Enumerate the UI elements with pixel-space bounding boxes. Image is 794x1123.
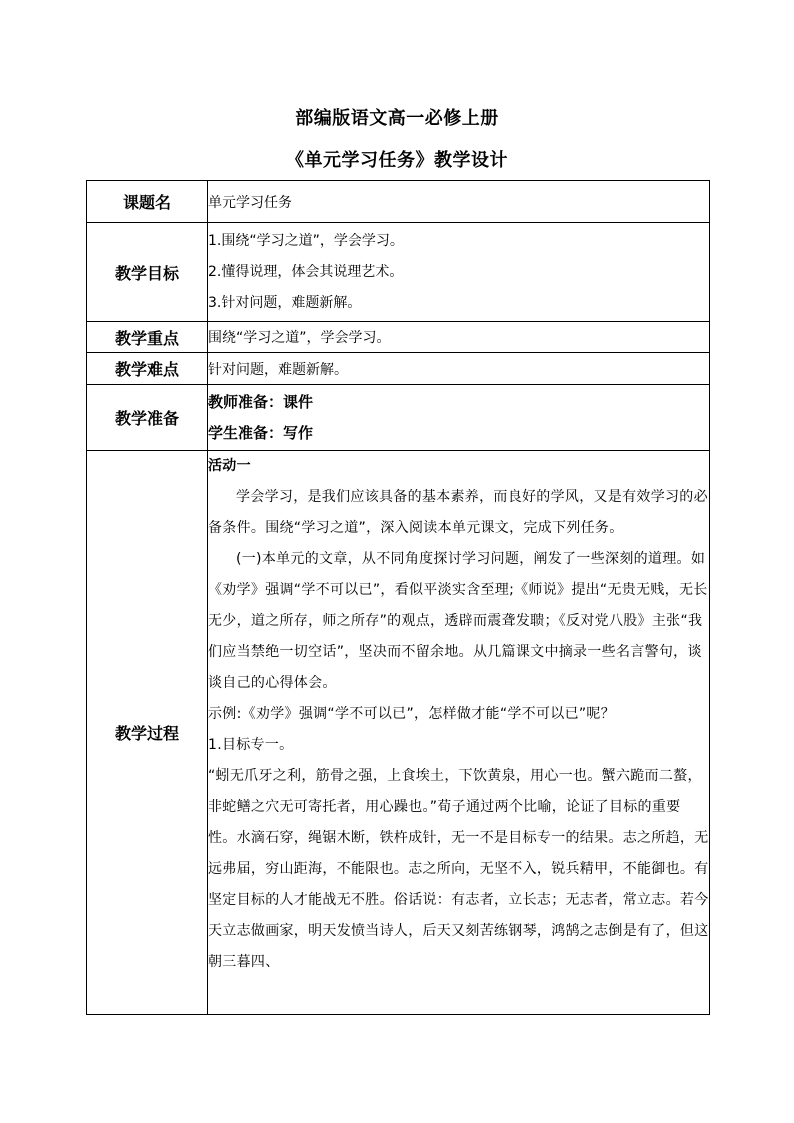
process-paragraph: 学会学习，是我们应该具备的基本素养，而良好的学风，又是有效学习的必备条件。围绕“学习之道”，深入阅读本单元课文，完成下列任务。 (208, 489, 708, 536)
difficulty-value: 针对问题，难题新解。 (208, 353, 710, 385)
row-label-prep: 教学准备 (87, 385, 208, 451)
activity-heading: 活动一 (208, 458, 251, 474)
table-row (87, 223, 710, 322)
goals-cell (208, 223, 710, 322)
row-label-topic: 课题名 (87, 181, 208, 223)
doc-subtitle: 《单元学习任务》教学设计 (286, 150, 508, 171)
process-paragraph: “蚓无爪牙之利，筋骨之强，上食埃土，下饮黄泉，用心一也。蟹六跪而二螯，非蛇鳝之穴无可寄托者，用心躁也。”荀子通过两个比喻，论证了目标的重要性。水滴石穿，绳锯木断，铁杵成针，无一不是目标专一的结果。志之所趋，无远弗届，穷山距海，不能限也。志之所向，无坚不入，锐兵精甲，不能御也。有坚定目标的人才能战无不胜。俗话说：有志者，立长志；无志者，常立志。若今天立志做画家，明天发愤当诗人，后天又刻苦练钢琴，鸿鹄之志倒是有了，但这朝三暮四、 (208, 768, 709, 970)
table-row (87, 322, 710, 353)
prep-cell (208, 385, 710, 451)
row-label-difficulty: 教学难点 (87, 353, 208, 385)
key-value: 围绕“学习之道”，学会学习。 (208, 322, 710, 353)
table-row (87, 451, 710, 1015)
process-paragraph: (一)本单元的文章，从不同角度探讨学习问题，阐发了一些深刻的道理。如《劝学》强调“学不可以已”，看似平淡实含至理;《师说》提出“无贵无贱，无长无少，道之所存，师之所存”的观点，透辟而震聋发聩；《反对党八股》主张“我们应当禁绝一切空话”，坚决而不留余地。从几篇课文中摘录一些名言警句，谈谈自己的心得体会。 (208, 551, 708, 691)
goal-item: 1.围绕“学习之道”，学会学习。 (208, 232, 404, 249)
student-prep: 学生准备：写作 (208, 423, 314, 442)
teacher-prep: 教师准备：课件 (208, 392, 314, 411)
table-row (87, 385, 710, 451)
point-heading: 1.目标专一。 (208, 737, 294, 753)
table-row (87, 181, 710, 223)
goal-item: 2.懂得说理，体会其说理艺术。 (208, 263, 404, 280)
lesson-plan-table (86, 180, 710, 1015)
row-label-process: 教学过程 (87, 451, 208, 1015)
topic-value: 单元学习任务 (208, 181, 710, 223)
table-row (87, 353, 710, 385)
row-label-key: 教学重点 (87, 322, 208, 353)
process-cell (208, 451, 710, 1015)
example-line: 示例:《劝学》强调“学不可以已”，怎样做才能“学不可以已”呢？ (208, 706, 616, 722)
row-label-goals: 教学目标 (87, 223, 208, 322)
goal-item: 3.针对问题，难题新解。 (208, 294, 362, 311)
doc-title: 部编版语文高一必修上册 (295, 108, 499, 129)
